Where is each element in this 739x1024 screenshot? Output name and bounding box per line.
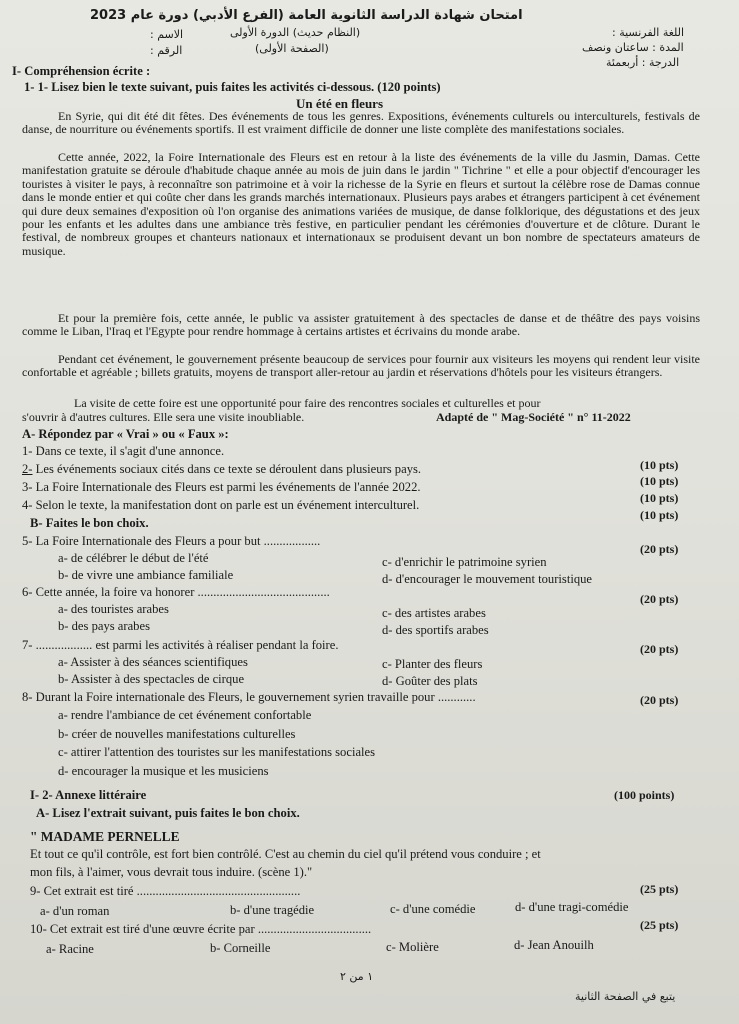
question-6-option-b: b- des pays arabes xyxy=(58,619,150,633)
question-2 xyxy=(22,462,421,477)
question-9-stem: 9- Cet extrait est tiré .................................................... xyxy=(30,884,301,898)
number-field-label: الرقم : xyxy=(150,44,183,57)
question-number: 2- xyxy=(22,462,33,476)
question-7-option-d: d- Goûter des plats xyxy=(382,674,478,688)
question-9-option-a: a- d'un roman xyxy=(40,904,110,918)
question-5-points: (20 pts) xyxy=(640,542,679,556)
text-title: Un été en fleurs xyxy=(296,96,384,111)
question-6-option-c: c- des artistes arabes xyxy=(382,606,486,620)
exam-system-ar: (النظام حديث) الدورة الأولى xyxy=(230,26,361,39)
exam-title-ar: امتحان شهادة الدراسة الثانوية العامة (الفرع الأدبي) دورة عام 2023 xyxy=(90,8,523,23)
question-number: 1- xyxy=(22,444,33,458)
question-5-stem: 5- La Foire Internationale des Fleurs a pour but .................. xyxy=(22,534,321,548)
text-source: Adapté de " Mag-Société " n° 11-2022 xyxy=(436,410,631,424)
text-paragraph-4: Pendant cet événement, le gouvernement présente beaucoup de services pour fournir aux visiteurs les moyens qui rendent leur visite confortable et agréable ; billets gratuits, moyens de transport aller-retour au jardin et réservations d'hôtels pour les visiteurs étrangers. xyxy=(22,352,700,380)
question-10-stem: 10- Cet extrait est tiré d'une œuvre écrite par .................................... xyxy=(30,922,372,936)
text-paragraph-2: Cette année, 2022, la Foire Internationale des Fleurs est en retour à la liste des événements de la ville du Jasmin, Damas. Cette manifestation gratuite se déroule d'habitude chaque année au mois de juin dans le jardin " Tichrine " et elle a pour objectif d'encourager les touristes à visiter le pays, à reconnaître son patrimoine et à voir la richesse de la Syrie en fleurs et surtout la célèbre rose de Damas connue dans le monde entier et qui coûte cher dans les grands marchés internationaux. Plusieurs pays arabes et étrangers participent à cet événement qui dure deux semaines d'exposition où l'on organise des animations variées de musique, de danse folklorique, des dégustations et des jeux pour les enfants et les adultes dans une ambiance très festive, en particulier pendant les cérémonies d'ouverture et de clôture. Durant le festival, de nombreux groupes et chanteurs nationaux et internationaux se produisent devant un bon nombre de spectateurs amateurs de musique. xyxy=(22,150,700,258)
question-10-option-d: d- Jean Anouilh xyxy=(514,938,594,952)
exam-page-ar: (الصفحة الأولى) xyxy=(255,42,329,55)
part-b-heading: B- Faites le bon choix. xyxy=(30,516,149,530)
question-10-points: (25 pts) xyxy=(640,918,679,932)
question-5-option-c: c- d'enrichir le patrimoine syrien xyxy=(382,555,547,569)
extract-character: " MADAME PERNELLE xyxy=(30,829,180,844)
question-7-option-b: b- Assister à des spectacles de cirque xyxy=(58,672,245,686)
question-text: Selon le texte, la manifestation dont on parle est un événement interculturel. xyxy=(35,498,420,512)
question-4-points: (10 pts) xyxy=(640,508,679,522)
question-number: 4- xyxy=(22,498,33,512)
question-9-option-d: d- d'une tragi-comédie xyxy=(515,900,629,914)
question-5-option-a: a- de célébrer le début de l'été xyxy=(58,551,209,565)
question-8-stem: 8- Durant la Foire internationale des Fleurs, le gouvernement syrien travaille pour ............ xyxy=(22,690,476,704)
grade-label: الدرجة : أربعمئة xyxy=(606,56,680,69)
question-7-stem: 7- .................. est parmi les activités à réaliser pendant la foire. xyxy=(22,638,339,652)
question-2-points: (10 pts) xyxy=(640,474,679,488)
section-instruction: 1- 1- Lisez bien le texte suivant, puis faites les activités ci-dessous. (120 points) xyxy=(24,80,441,94)
text-paragraph-5a: La visite de cette foire est une opportunité pour faire des rencontres sociales et culturelles et pour xyxy=(74,396,541,410)
question-10-option-b: b- Corneille xyxy=(210,941,271,955)
text-paragraph-1: En Syrie, qui dit été dit fêtes. Des événements de tous les genres. Expositions, événements culturels ou interculturels, festivals de danse, de nourriture ou événements sportifs. Il est vraiment difficile de donner une liste complète des manifestations sociales. xyxy=(22,109,700,137)
subject-label: اللغة الفرنسية : xyxy=(612,26,685,39)
question-9-option-c: c- d'une comédie xyxy=(390,902,476,916)
page-number-ar: ١ من ٢ xyxy=(340,970,374,983)
question-4 xyxy=(22,498,419,513)
text-paragraph-3: Et pour la première fois, cette année, le public va assister gratuitement à des spectacles de danse et de théâtre des pays voisins comme le Liban, l'Iraq et l'Egypte pour rendre hommage à certains artistes et écrivains du monde arabe. xyxy=(22,311,700,339)
name-field-label: الاسم : xyxy=(150,28,184,41)
question-8-option-d: d- encourager la musique et les musiciens xyxy=(58,764,269,778)
question-7-points: (20 pts) xyxy=(640,642,679,656)
question-3 xyxy=(22,480,421,495)
question-7-option-c: c- Planter des fleurs xyxy=(382,657,483,671)
question-8-option-c: c- attirer l'attention des touristes sur les manifestations sociales xyxy=(58,745,376,759)
question-1-points: (10 pts) xyxy=(640,458,679,472)
question-3-points: (10 pts) xyxy=(640,491,679,505)
section-heading: I- Compréhension écrite : xyxy=(12,64,151,78)
text-paragraph-5b: s'ouvrir à d'autres cultures. Elle sera une visite inoubliable. xyxy=(22,410,305,424)
question-9-option-b: b- d'une tragédie xyxy=(230,903,315,917)
extract-quote-line-2: mon fils, à l'aimer, vous devrait tous induire. (scène 1)." xyxy=(30,865,313,879)
extract-quote-line-1: Et tout ce qu'il contrôle, est fort bien contrôlé. C'est au chemin du ciel qu'il prétend vous conduire ; et xyxy=(30,847,541,861)
part-a-heading: A- Répondez par « Vrai » ou « Faux »: xyxy=(22,427,229,441)
question-10-option-c: c- Molière xyxy=(386,940,439,954)
question-7-option-a: a- Assister à des séances scientifiques xyxy=(58,655,248,669)
question-5-option-d: d- d'encourager le mouvement touristique xyxy=(382,572,592,586)
question-8-option-b: b- créer de nouvelles manifestations culturelles xyxy=(58,727,296,741)
question-8-option-a: a- rendre l'ambiance de cet événement confortable xyxy=(58,708,312,722)
question-text: Dans ce texte, il s'agit d'une annonce. xyxy=(35,444,225,458)
question-5-option-b: b- de vivre une ambiance familiale xyxy=(58,568,234,582)
question-10-option-a: a- Racine xyxy=(46,942,94,956)
question-text: Les événements sociaux cités dans ce texte se déroulent dans plusieurs pays. xyxy=(35,462,422,476)
annexe-points: (100 points) xyxy=(614,788,675,802)
duration-label: المدة : ساعتان ونصف xyxy=(582,41,684,54)
annexe-instruction: A- Lisez l'extrait suivant, puis faites le bon choix. xyxy=(36,806,300,820)
question-6-points: (20 pts) xyxy=(640,592,679,606)
question-8-points: (20 pts) xyxy=(640,693,679,707)
question-9-points: (25 pts) xyxy=(640,882,679,896)
question-6-option-a: a- des touristes arabes xyxy=(58,602,169,616)
question-1 xyxy=(22,444,224,459)
question-6-stem: 6- Cette année, la foire va honorer .......................................... xyxy=(22,585,330,599)
annexe-heading: I- 2- Annexe littéraire xyxy=(30,788,147,802)
question-6-option-d: d- des sportifs arabes xyxy=(382,623,489,637)
continue-note-ar: يتبع في الصفحة الثانية xyxy=(575,990,676,1003)
question-text: La Foire Internationale des Fleurs est parmi les événements de l'année 2022. xyxy=(35,480,421,494)
question-number: 3- xyxy=(22,480,33,494)
